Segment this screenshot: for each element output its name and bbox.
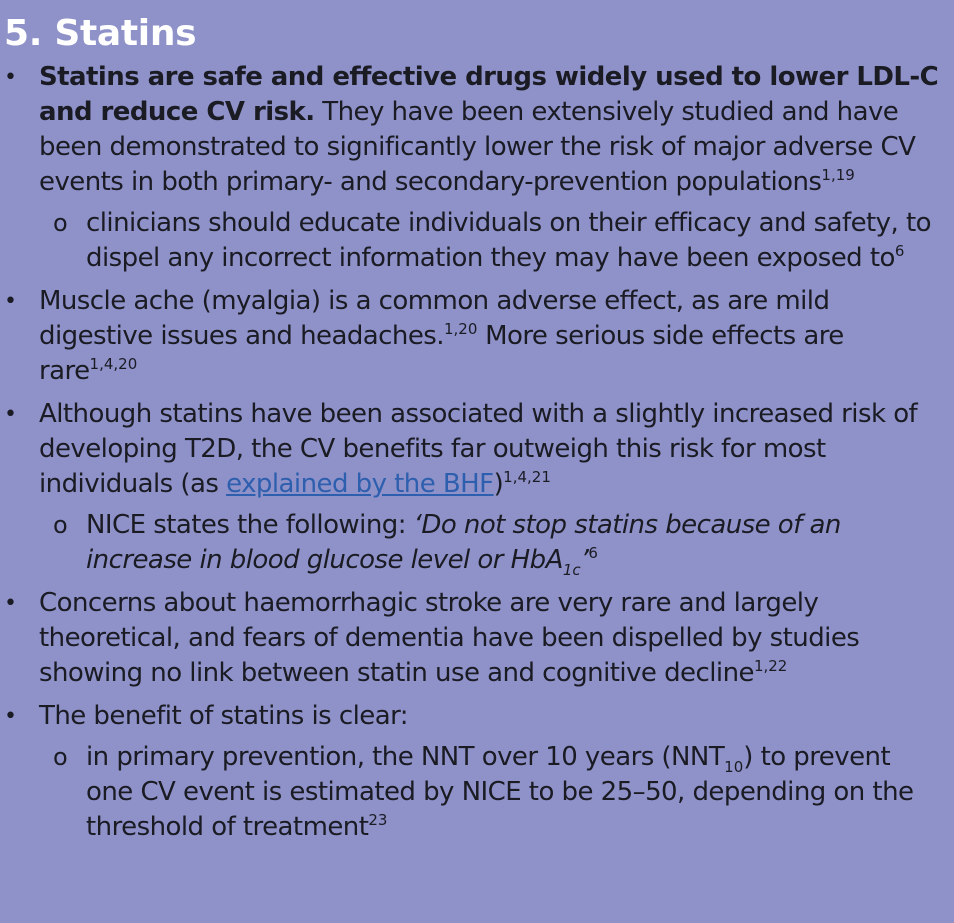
reference-superscript: 6 [588,544,598,562]
bullet-text: The benefit of statins is clear: [39,701,409,731]
nice-quote-end: ’ [580,545,589,575]
bullet-bold-lead: Statins are safe and effective drugs widely used to lower LDL-C and reduce CV risk. [39,62,939,127]
bullet-text: More serious side effects are rare [39,321,844,386]
bullet-text: Concerns about haemorrhagic stroke are very rare and largely theoretical, and fears of dementia have been dispelled by studies showing no link between statin use and cognitive decline [39,588,860,688]
bhf-explanation-link[interactable]: explained by the BHF [226,469,494,499]
nnt-subscript: 10 [724,758,744,776]
reference-superscript: 1,4,20 [89,355,138,373]
sub-bullet-text: in primary prevention, the NNT over 10 years (NNT [86,742,725,772]
bullet-text: Muscle ache (myalgia) is a common adverse effect, as are mild digestive issues and headaches. [39,286,830,351]
bullet-glyph: • [4,402,17,427]
bullet-text: ) [493,469,504,499]
sub-bullet-lead: NICE states the following: [86,510,414,540]
sub-bullet-item-nice-quote [39,508,944,578]
sub-bullet-item-educate [39,206,944,276]
hba1c-subscript: 1c [562,561,581,579]
sub-bullet-text: clinicians should educate individuals on their efficacy and safety, to dispel any incorrect information they may have been exposed to [86,208,931,273]
reference-superscript: 6 [894,242,905,260]
bullet-item-t2d-risk [4,397,944,578]
reference-superscript: 1,19 [821,166,855,184]
reference-superscript: 1,4,21 [503,468,551,486]
section-title: 5. Statins [4,13,197,54]
sub-bullet-list [39,740,944,845]
sub-bullet-item-nnt [39,740,944,845]
nice-quote-text: ‘Do not stop statins because of an increase in blood glucose level or HbA [86,510,841,575]
bullet-item-side-effects [4,284,944,389]
sub-bullet-text: ) to prevent one CV event is estimated by NICE to be 25–50, depending on the threshold of treatment [86,742,914,842]
reference-superscript: 1,20 [444,320,478,338]
bullet-item-safety [4,60,944,276]
bullet-glyph: • [4,65,17,90]
sub-bullet-glyph: o [53,743,68,771]
sub-bullet-glyph: o [53,209,68,237]
bullet-glyph: • [4,289,17,314]
sub-bullet-list [39,206,944,276]
bullet-text: They have been extensively studied and have been demonstrated to significantly lower the risk of major adverse CV events in both primary- and secondary-prevention populations [39,97,916,197]
bullet-glyph: • [4,704,17,729]
bullet-item-benefit [4,699,944,845]
bullet-text: Although statins have been associated with a slightly increased risk of developing T2D, the CV benefits far outweigh this risk for most individuals (as [39,399,918,499]
sub-bullet-glyph: o [53,511,68,539]
reference-superscript: 23 [368,811,388,829]
statins-bullet-list [4,60,944,845]
reference-superscript: 1,22 [753,657,788,675]
sub-bullet-list [39,508,944,578]
bullet-item-stroke-dementia [4,586,944,691]
bullet-glyph: • [4,591,17,616]
